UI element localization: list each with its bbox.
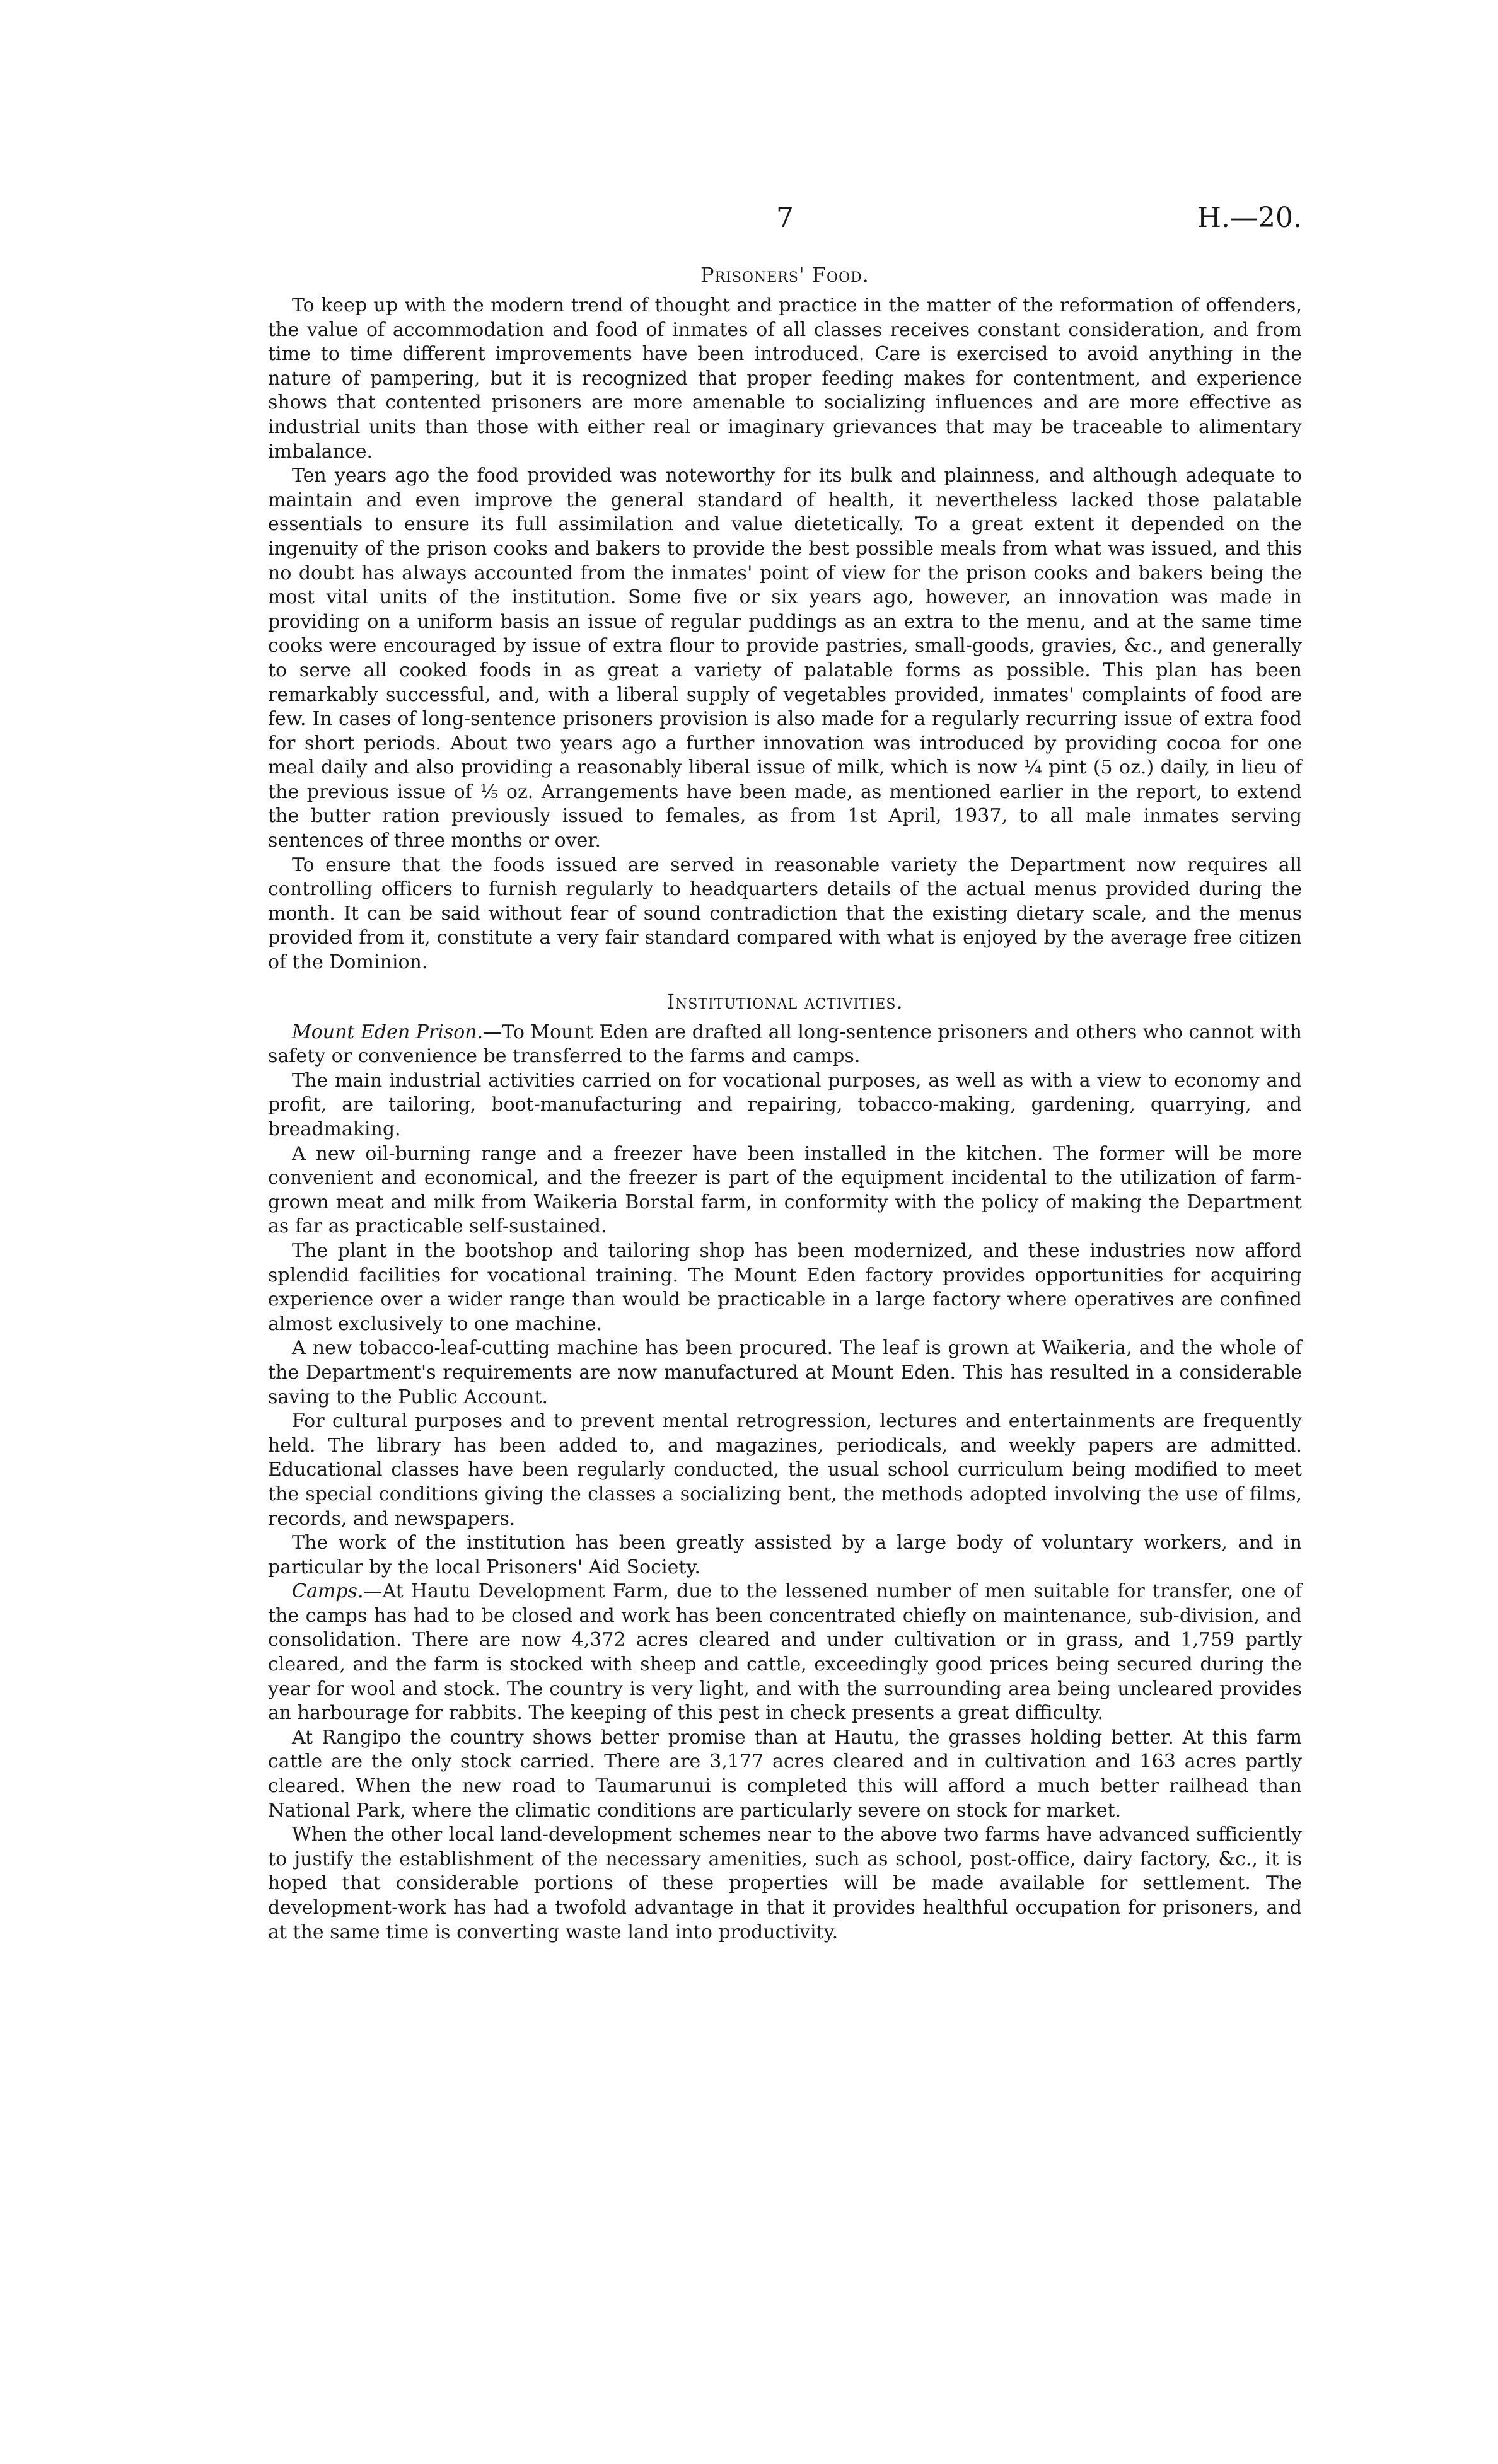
paragraph: The work of the institution has been greatly assisted by a large body of voluntary workers, and in particular by the local Prisoners' Aid Society. [268,1532,1302,1578]
paragraph: Ten years ago the food provided was noteworthy for its bulk and plainness, and although adequate to maintain and even improve the general standard of health, it nevertheless lacked those palatable essentials to ensure its full assimilation and value dietetically. To a great extent it depended on the ingenuity of the prison cooks and bakers to provide the best possible meals from what was issued, and this no doubt has always accounted from the inmates' point of view for the prison cooks and bakers being the most vital units of the institution. Some five or six years ago, however, an innovation was made in providing on a uniform basis an issue of regular puddings as an extra to the menu, and at the same time cooks were encouraged by issue of extra flour to provide pastries, small-goods, gravies, &c., and generally to serve all cooked foods in as great a variety of palatable forms as possible. This plan has been remarkably successful, and, with a liberal supply of vegetables provided, inmates' complaints of food are few. In cases of long-sentence prisoners provision is also made for a regularly recurring issue of extra food for short periods. About two years ago a further innovation was introduced by providing cocoa for one meal daily and also providing a reasonably liberal issue of milk, which is now ¼ pint (5 oz.) daily, in lieu of the previous issue of ⅕ oz. Arrangements have been made, as mentioned earlier in the report, to extend the butter ration previously issued to females, as from 1st April, 1937, to all male inmates serving sentences of three months or over. [268,465,1302,852]
mount-eden-lead: Mount Eden Prison. [292,1021,484,1043]
section-heading-institutional-activities: Institutional activities. [666,989,903,1014]
paragraph: A new oil-burning range and a freezer have been installed in the kitchen. The former will be more convenient and economical, and the freezer is part of the equipment incidental to the utilization of farm-grown meat and milk from Waikeria Borstal farm, in conformity with the policy of making the Department as far as practicable self-sustained. [268,1142,1302,1238]
paragraph: At Rangipo the country shows better promise than at Hautu, the grasses holding better. At this farm cattle are the only stock carried. There are 3,177 acres cleared and in cultivation and 163 acres partly cleared. When the new road to Taumarunui is completed this will afford a much better railhead than National Park, where the climatic conditions are particularly severe on stock for market. [268,1726,1302,1822]
page-body [268,262,1302,1945]
camps-lead: Camps. [292,1580,364,1603]
paragraph: To keep up with the modern trend of thought and practice in the matter of the reformation of offenders, the value of accommodation and food of inmates of all classes receives constant consideration, and from time to time different improvements have been introduced. Care is exercised to avoid anything in the nature of pampering, but it is recognized that proper feeding makes for contentment, and experience shows that contented prisoners are more amenable to socializing influences and are more effective as industrial units than those with either real or imaginary grievances that may be traceable to alimentary imbalance. [268,294,1302,463]
paragraph-camps [268,1580,1302,1726]
page-header [268,200,1302,238]
section-heading-prisoners-food: Prisoners' Food. [700,263,869,287]
paragraph: A new tobacco-leaf-cutting machine has been procured. The leaf is grown at Waikeria, and the whole of the Department's requirements are now manufactured at Mount Eden. This has resulted in a considerable saving to the Public Account. [268,1337,1302,1408]
paragraph-mount-eden [268,1021,1302,1069]
paragraph: The main industrial activities carried on for vocational purposes, as well as with a view to economy and profit, are tailoring, boot-manufacturing and repairing, tobacco-making, gardening, quarrying, and breadmaking. [268,1069,1302,1140]
document-reference: H.—20. [1197,202,1302,234]
paragraph: For cultural purposes and to prevent mental retrogression, lectures and entertainments are frequently held. The library has been added to, and magazines, periodicals, and weekly papers are admitted. Educational classes have been regularly conducted, the usual school curriculum being modified to meet the special conditions giving the classes a socializing bent, the methods adopted involving the use of films, records, and newspapers. [268,1410,1302,1530]
paragraph: The plant in the bootshop and tailoring shop has been modernized, and these industries now afford splendid facilities for vocational training. The Mount Eden factory provides opportunities for acquiring experience over a wider range than would be practicable in a large factory where operatives are confined almost exclusively to one machine. [268,1239,1302,1335]
paragraph: To ensure that the foods issued are served in reasonable variety the Department now requires all controlling officers to furnish regularly to headquarters details of the actual menus provided during the month. It can be said without fear of sound contradiction that the existing dietary scale, and the menus provided from it, constitute a very fair standard compared with what is enjoyed by the average free citizen of the Dominion. [268,853,1302,974]
page-number: 7 [776,202,794,234]
paragraph: When the other local land-development schemes near to the above two farms have advanced sufficiently to justify the establishment of the necessary amenities, such as school, post-office, dairy factory, &c., it is hoped that considerable portions of these properties will be made available for settlement. The development-work has had a twofold advantage in that it provides healthful occupation for prisoners, and at the same time is converting waste land into productivity. [268,1824,1302,1943]
camps-text: —At Hautu Development Farm, due to the lessened number of men suitable for transfer, one of the camps has had to be closed and work has been concentrated chiefly on maintenance, sub-division, and consolidation. There are now 4,372 acres cleared and under cultivation or in grass, and 1,759 partly cleared, and the farm is stocked with sheep and cattle, exceedingly good prices being secured during the year for wool and stock. The country is very light, and with the surrounding area being uncleared provides an harbourage for rabbits. The keeping of this pest in check presents a great difficulty. [268,1580,1302,1725]
mount-eden-text: —To Mount Eden are drafted all long-sentence prisoners and others who cannot with safety or convenience be transferred to the farms and camps. [268,1021,1302,1068]
